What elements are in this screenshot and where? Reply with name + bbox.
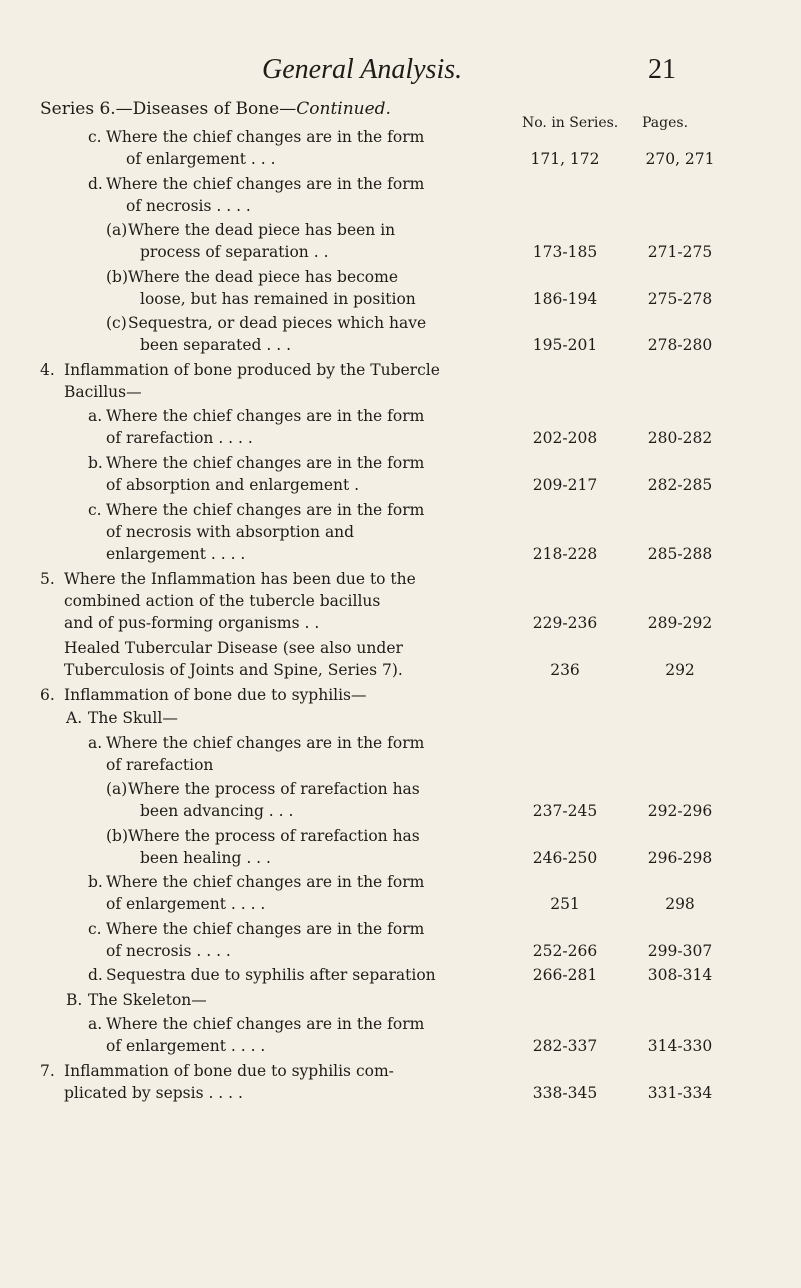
entry-label: been separated . . . xyxy=(140,336,292,354)
page-range: 282-285 xyxy=(647,476,713,494)
series-number: 202-208 xyxy=(532,429,598,447)
toc-line xyxy=(0,732,801,754)
entry-marker: 6. xyxy=(40,686,55,704)
toc-line xyxy=(0,499,801,521)
entry-label: The Skeleton— xyxy=(88,991,207,1009)
series-number: 195-201 xyxy=(532,336,598,354)
page-range: 292 xyxy=(665,661,695,679)
entry-label: Tuberculosis of Joints and Spine, Series 7). xyxy=(64,661,403,679)
toc-line xyxy=(0,241,801,263)
entry-label: plicated by sepsis . . . . xyxy=(64,1084,243,1102)
page-range: 275-278 xyxy=(647,290,713,308)
toc-line xyxy=(0,590,801,612)
series-number: 252-266 xyxy=(532,942,598,960)
toc-line xyxy=(0,381,801,403)
entry-label: Sequestra, or dead pieces which have xyxy=(128,314,427,332)
entry-marker: B. xyxy=(66,991,83,1009)
toc-line xyxy=(0,219,801,241)
toc-line xyxy=(0,521,801,543)
column-header-no-in-series: No. in Series. xyxy=(522,115,619,131)
toc-line xyxy=(0,312,801,334)
series-title-suffix: Continued. xyxy=(296,99,391,119)
toc-line xyxy=(0,940,801,962)
series-number: 282-337 xyxy=(532,1037,598,1055)
toc-line xyxy=(0,427,801,449)
entry-marker: 5. xyxy=(40,570,55,588)
toc-line xyxy=(0,148,801,170)
entry-marker: (a) xyxy=(106,780,128,798)
entry-marker: d. xyxy=(88,175,103,193)
toc-line xyxy=(0,825,801,847)
entry-label: Where the chief changes are in the form xyxy=(106,1015,425,1033)
entry-label: Where the process of rarefaction has xyxy=(128,780,420,798)
entry-label: of rarefaction xyxy=(106,756,214,774)
toc-line xyxy=(0,474,801,496)
series-title xyxy=(40,99,391,119)
entry-label: been advancing . . . xyxy=(140,802,294,820)
entry-label: The Skull— xyxy=(88,709,178,727)
entry-label: of enlargement . . . xyxy=(126,150,276,168)
entry-marker: (b) xyxy=(106,268,129,286)
entry-label: of necrosis . . . . xyxy=(126,197,251,215)
page-range: 285-288 xyxy=(647,545,713,563)
entry-label: Where the chief changes are in the form xyxy=(106,734,425,752)
page-range: 331-334 xyxy=(647,1084,713,1102)
page-range: 296-298 xyxy=(647,849,713,867)
page-range: 298 xyxy=(665,895,695,913)
page-range: 280-282 xyxy=(647,429,713,447)
entry-label: Where the chief changes are in the form xyxy=(106,501,425,519)
entry-label: of enlargement . . . . xyxy=(106,895,266,913)
entry-label: combined action of the tubercle bacillus xyxy=(64,592,381,610)
toc-line xyxy=(0,173,801,195)
series-number: 251 xyxy=(550,895,580,913)
toc-line xyxy=(0,334,801,356)
entry-label: Where the chief changes are in the form xyxy=(106,920,425,938)
entry-label: Where the process of rarefaction has xyxy=(128,827,420,845)
entry-marker: a. xyxy=(88,1015,103,1033)
entry-label: Where the Inflammation has been due to the xyxy=(64,570,416,588)
entry-label: of necrosis . . . . xyxy=(106,942,231,960)
series-title-prefix: Series 6.—Diseases of Bone— xyxy=(40,99,297,119)
page-range: 270, 271 xyxy=(645,150,715,168)
entry-marker: (c) xyxy=(106,314,127,332)
toc-line xyxy=(0,989,801,1011)
entry-label: Where the chief changes are in the form xyxy=(106,128,425,146)
series-number: 173-185 xyxy=(532,243,598,261)
entry-label: of necrosis with absorption and xyxy=(106,523,355,541)
entry-marker: c. xyxy=(88,501,102,519)
entry-label: of absorption and enlargement . xyxy=(106,476,360,494)
page-number: 21 xyxy=(648,54,676,85)
column-header-pages: Pages. xyxy=(642,115,689,131)
entry-marker: a. xyxy=(88,734,103,752)
toc-line xyxy=(0,684,801,706)
page-range: 289-292 xyxy=(647,614,713,632)
entry-label: enlargement . . . . xyxy=(106,545,246,563)
entry-label: Healed Tubercular Disease (see also under xyxy=(64,639,403,657)
entry-marker: 4. xyxy=(40,361,55,379)
page-range: 299-307 xyxy=(647,942,713,960)
entry-label: Sequestra due to syphilis after separation xyxy=(106,966,436,984)
toc-line xyxy=(0,871,801,893)
entry-label: process of separation . . xyxy=(140,243,329,261)
toc-line xyxy=(0,637,801,659)
toc-line xyxy=(0,847,801,869)
toc-line xyxy=(0,612,801,634)
running-title: General Analysis. xyxy=(262,54,463,85)
toc-line xyxy=(0,800,801,822)
entry-label: Where the chief changes are in the form xyxy=(106,175,425,193)
toc-line xyxy=(0,778,801,800)
page-range: 314-330 xyxy=(647,1037,713,1055)
toc-line xyxy=(0,1060,801,1082)
entry-label: Where the dead piece has been in xyxy=(128,221,396,239)
toc-line xyxy=(0,1013,801,1035)
toc-line xyxy=(0,1082,801,1104)
toc-line xyxy=(0,195,801,217)
entry-label: been healing . . . xyxy=(140,849,271,867)
toc-line xyxy=(0,288,801,310)
series-number: 229-236 xyxy=(532,614,598,632)
entry-label: of rarefaction . . . . xyxy=(106,429,253,447)
toc-line xyxy=(0,359,801,381)
entry-marker: c. xyxy=(88,128,102,146)
entry-marker: (b) xyxy=(106,827,129,845)
page-range: 271-275 xyxy=(647,243,713,261)
entry-label: loose, but has remained in position xyxy=(140,290,416,308)
entry-label: of enlargement . . . . xyxy=(106,1037,266,1055)
entry-label: Inflammation of bone due to syphilis— xyxy=(64,686,367,704)
page-range: 292-296 xyxy=(647,802,713,820)
entry-label: Bacillus— xyxy=(64,383,142,401)
entry-marker: (a) xyxy=(106,221,128,239)
entry-label: Inflammation of bone due to syphilis com- xyxy=(64,1062,394,1080)
series-number: 246-250 xyxy=(532,849,598,867)
entry-label: Inflammation of bone produced by the Tubercle xyxy=(64,361,440,379)
toc-line xyxy=(0,707,801,729)
series-number: 266-281 xyxy=(532,966,598,984)
series-number: 186-194 xyxy=(532,290,598,308)
entry-marker: 7. xyxy=(40,1062,55,1080)
toc-line xyxy=(0,126,801,148)
toc-line xyxy=(0,893,801,915)
toc-line xyxy=(0,568,801,590)
toc-line xyxy=(0,964,801,986)
toc-line xyxy=(0,405,801,427)
entry-label: Where the chief changes are in the form xyxy=(106,873,425,891)
toc-line xyxy=(0,659,801,681)
toc-line xyxy=(0,266,801,288)
toc-line xyxy=(0,543,801,565)
series-number: 171, 172 xyxy=(530,150,600,168)
running-header xyxy=(0,54,801,94)
entry-marker: b. xyxy=(88,873,103,891)
entry-marker: b. xyxy=(88,454,103,472)
entry-marker: A. xyxy=(66,709,83,727)
entry-label: and of pus-forming organisms . . xyxy=(64,614,320,632)
entry-marker: a. xyxy=(88,407,103,425)
series-number: 236 xyxy=(550,661,580,679)
series-number: 338-345 xyxy=(532,1084,598,1102)
entry-label: Where the dead piece has become xyxy=(128,268,399,286)
entry-marker: c. xyxy=(88,920,102,938)
toc-line xyxy=(0,452,801,474)
series-number: 237-245 xyxy=(532,802,598,820)
series-number: 209-217 xyxy=(532,476,598,494)
toc-line xyxy=(0,754,801,776)
page-range: 278-280 xyxy=(647,336,713,354)
entry-label: Where the chief changes are in the form xyxy=(106,454,425,472)
page-range: 308-314 xyxy=(647,966,713,984)
entry-marker: d. xyxy=(88,966,103,984)
toc-line xyxy=(0,918,801,940)
entry-label: Where the chief changes are in the form xyxy=(106,407,425,425)
toc-line xyxy=(0,1035,801,1057)
series-number: 218-228 xyxy=(532,545,598,563)
